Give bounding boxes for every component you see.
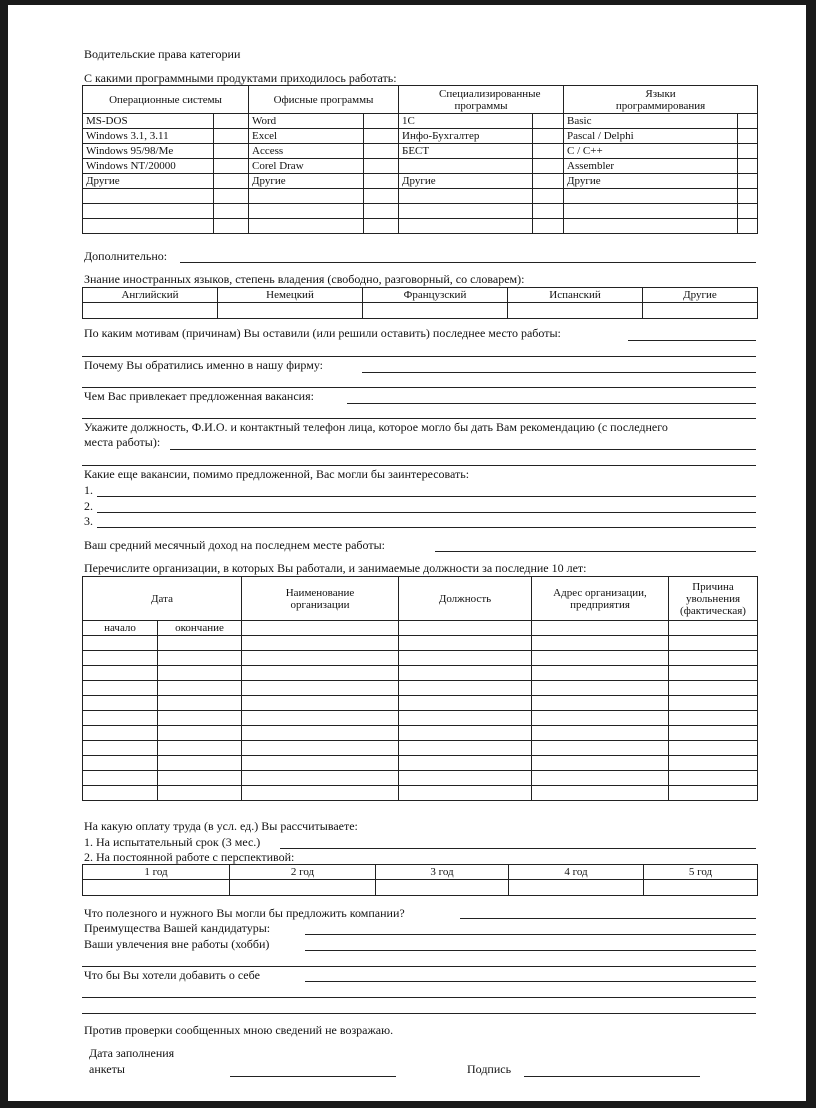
software-mark-cell[interactable] <box>364 114 399 129</box>
hobby-field[interactable] <box>305 950 756 951</box>
work-cell[interactable] <box>532 771 669 786</box>
vacancy-line-2[interactable] <box>82 418 756 419</box>
date-label-1: Дата заполнения <box>89 1046 175 1060</box>
work-cell[interactable] <box>158 726 242 741</box>
software-name-cell: Excel <box>249 129 364 144</box>
work-cell[interactable] <box>532 696 669 711</box>
software-mark-cell[interactable] <box>214 114 249 129</box>
language-header: Испанский <box>508 288 643 303</box>
q-vacancy: Чем Вас привлекает предложенная вакансия: <box>84 389 314 403</box>
software-name-cell <box>83 219 214 234</box>
software-mark-cell[interactable] <box>364 204 399 219</box>
work-cell[interactable] <box>532 666 669 681</box>
software-mark-cell[interactable] <box>364 174 399 189</box>
software-name-cell: C / C++ <box>564 144 738 159</box>
language-header: Английский <box>83 288 218 303</box>
table-row <box>83 756 758 771</box>
work-cell[interactable] <box>669 651 758 666</box>
date-field[interactable] <box>230 1076 396 1077</box>
work-cell[interactable] <box>242 711 399 726</box>
table-row <box>83 741 758 756</box>
work-cell[interactable] <box>83 711 158 726</box>
q-reference-line-1: Укажите должность, Ф.И.О. и контактный телефон лица, которое могло бы дать Вам рекомендацию (с последнего <box>84 420 668 434</box>
software-mark-cell[interactable] <box>533 204 564 219</box>
software-name-cell <box>399 189 533 204</box>
table-row <box>83 666 758 681</box>
work-cell[interactable] <box>83 666 158 681</box>
software-title: С какими программными продуктами приходилось работать: <box>84 71 397 85</box>
languages-title: Знание иностранных языков, степень владения (свободно, разговорный, со словарем): <box>84 272 525 286</box>
work-cell[interactable] <box>83 771 158 786</box>
reference-line-2[interactable] <box>82 465 756 466</box>
work-cell[interactable] <box>399 681 532 696</box>
software-name-cell: Pascal / Delphi <box>564 129 738 144</box>
software-name-cell: Word <box>249 114 364 129</box>
software-name-cell <box>83 204 214 219</box>
q-hobby: Ваши увлечения вне работы (хобби) <box>84 937 270 951</box>
software-mark-cell[interactable] <box>738 159 758 174</box>
work-cell[interactable] <box>532 726 669 741</box>
work-cell[interactable] <box>669 741 758 756</box>
cell[interactable] <box>242 621 399 636</box>
work-cell[interactable] <box>399 726 532 741</box>
software-name-cell <box>249 219 364 234</box>
table-row <box>83 144 758 159</box>
reason-leave-field[interactable] <box>628 340 756 341</box>
software-name-cell: БЕСТ <box>399 144 533 159</box>
income-field[interactable] <box>435 551 756 552</box>
salary-trial-label: 1. На испытательный срок (3 мес.) <box>84 835 261 849</box>
software-name-cell <box>249 189 364 204</box>
table-row <box>83 174 758 189</box>
work-cell[interactable] <box>158 651 242 666</box>
work-cell[interactable] <box>242 651 399 666</box>
software-mark-cell[interactable] <box>533 219 564 234</box>
software-name-cell: Инфо-Бухгалтер <box>399 129 533 144</box>
salary-cell[interactable] <box>644 880 758 896</box>
header-end: окончание <box>158 621 242 636</box>
work-cell[interactable] <box>532 741 669 756</box>
software-name-cell <box>83 189 214 204</box>
work-cell[interactable] <box>242 726 399 741</box>
item-number-1: 1. <box>84 483 93 497</box>
language-level-cell[interactable] <box>508 303 643 319</box>
work-cell[interactable] <box>158 771 242 786</box>
advantages-field[interactable] <box>305 934 756 935</box>
software-mark-cell[interactable] <box>738 189 758 204</box>
work-cell[interactable] <box>158 636 242 651</box>
item-number-3: 3. <box>84 514 93 528</box>
header-reason: Причина увольнения (фактическая) <box>669 577 758 621</box>
additional-label: Дополнительно: <box>84 249 168 263</box>
work-cell[interactable] <box>242 636 399 651</box>
work-cell[interactable] <box>399 696 532 711</box>
work-cell[interactable] <box>158 741 242 756</box>
software-mark-cell[interactable] <box>533 129 564 144</box>
add-field[interactable] <box>305 981 756 982</box>
work-cell[interactable] <box>83 696 158 711</box>
q-other-vacancies: Какие еще вакансии, помимо предложенной, Вас могли бы заинтересовать: <box>84 467 470 481</box>
software-name-cell: Basic <box>564 114 738 129</box>
additional-field[interactable] <box>180 262 756 263</box>
work-cell[interactable] <box>399 711 532 726</box>
table-row <box>83 189 758 204</box>
salary-year-header: 4 год <box>509 865 644 880</box>
software-name-cell: Windows 95/98/Me <box>83 144 214 159</box>
work-cell[interactable] <box>242 666 399 681</box>
offer-field[interactable] <box>460 918 756 919</box>
work-cell[interactable] <box>242 741 399 756</box>
work-cell[interactable] <box>83 756 158 771</box>
cell[interactable] <box>399 621 532 636</box>
language-level-cell[interactable] <box>643 303 758 319</box>
language-level-cell[interactable] <box>363 303 508 319</box>
software-name-cell: Другие <box>83 174 214 189</box>
software-name-cell <box>564 189 738 204</box>
table-row <box>83 159 758 174</box>
language-level-cell[interactable] <box>218 303 363 319</box>
work-cell[interactable] <box>158 696 242 711</box>
header-languages: Языки программирования <box>564 86 758 114</box>
work-cell[interactable] <box>532 711 669 726</box>
software-mark-cell[interactable] <box>214 189 249 204</box>
work-cell[interactable] <box>669 681 758 696</box>
table-row <box>83 636 758 651</box>
work-cell[interactable] <box>669 726 758 741</box>
work-cell[interactable] <box>532 651 669 666</box>
header-address: Адрес организации, предприятия <box>532 577 669 621</box>
salary-table <box>82 864 758 896</box>
signature-label: Подпись <box>467 1062 512 1076</box>
software-mark-cell[interactable] <box>533 114 564 129</box>
work-cell[interactable] <box>83 726 158 741</box>
software-name-cell <box>564 219 738 234</box>
work-cell[interactable] <box>242 681 399 696</box>
work-history-table <box>82 576 758 801</box>
language-header: Другие <box>643 288 758 303</box>
software-name-cell: Windows 3.1, 3.11 <box>83 129 214 144</box>
work-cell[interactable] <box>532 756 669 771</box>
header-office: Офисные программы <box>249 86 399 114</box>
header-specialized: Специализированные программы <box>399 86 564 114</box>
software-name-cell <box>399 204 533 219</box>
table-row <box>83 771 758 786</box>
salary-year-header: 2 год <box>230 865 376 880</box>
cell[interactable] <box>532 621 669 636</box>
work-cell[interactable] <box>669 711 758 726</box>
software-name-cell: Assembler <box>564 159 738 174</box>
vacancy-field[interactable] <box>347 403 756 404</box>
work-cell[interactable] <box>399 771 532 786</box>
work-cell[interactable] <box>669 786 758 801</box>
q-income: Ваш средний месячный доход на последнем месте работы: <box>84 538 385 552</box>
software-mark-cell[interactable] <box>364 129 399 144</box>
table-row <box>83 219 758 234</box>
salary-year-header: 1 год <box>83 865 230 880</box>
work-cell[interactable] <box>83 786 158 801</box>
why-us-line-2[interactable] <box>82 387 756 388</box>
work-cell[interactable] <box>532 681 669 696</box>
language-header: Немецкий <box>218 288 363 303</box>
work-cell[interactable] <box>532 786 669 801</box>
software-mark-cell[interactable] <box>214 174 249 189</box>
software-mark-cell[interactable] <box>533 144 564 159</box>
q-reason-leave: По каким мотивам (причинам) Вы оставили (или решили оставить) последнее место работы: <box>84 326 561 340</box>
vacancy-field-3[interactable] <box>97 527 756 528</box>
work-cell[interactable] <box>399 741 532 756</box>
why-us-field[interactable] <box>362 372 756 373</box>
software-name-cell: 1С <box>399 114 533 129</box>
software-name-cell: Access <box>249 144 364 159</box>
work-cell[interactable] <box>399 666 532 681</box>
date-label-2: анкеты <box>89 1062 125 1076</box>
work-cell[interactable] <box>669 666 758 681</box>
software-mark-cell[interactable] <box>738 114 758 129</box>
salary-cell[interactable] <box>376 880 509 896</box>
software-mark-cell[interactable] <box>364 159 399 174</box>
work-cell[interactable] <box>158 666 242 681</box>
software-mark-cell[interactable] <box>364 219 399 234</box>
header-os: Операционные системы <box>83 86 249 114</box>
software-name-cell: Corel Draw <box>249 159 364 174</box>
reference-field[interactable] <box>170 449 756 450</box>
header-position: Должность <box>399 577 532 621</box>
reason-leave-line-2[interactable] <box>82 356 756 357</box>
software-mark-cell[interactable] <box>533 189 564 204</box>
work-cell[interactable] <box>158 786 242 801</box>
table-row <box>83 786 758 801</box>
salary-year-header: 3 год <box>376 865 509 880</box>
language-level-cell[interactable] <box>83 303 218 319</box>
hobby-line-2[interactable] <box>82 966 756 967</box>
table-row <box>83 114 758 129</box>
software-mark-cell[interactable] <box>738 219 758 234</box>
add-line-3[interactable] <box>82 1013 756 1014</box>
software-mark-cell[interactable] <box>364 189 399 204</box>
software-name-cell: Другие <box>399 174 533 189</box>
work-cell[interactable] <box>669 771 758 786</box>
work-cell[interactable] <box>242 696 399 711</box>
software-name-cell: Windows NT/20000 <box>83 159 214 174</box>
salary-cell[interactable] <box>509 880 644 896</box>
q-advantages: Преимущества Вашей кандидатуры: <box>84 921 271 935</box>
table-row <box>83 129 758 144</box>
salary-cell[interactable] <box>83 880 230 896</box>
salary-cell[interactable] <box>230 880 376 896</box>
work-cell[interactable] <box>399 756 532 771</box>
software-mark-cell[interactable] <box>214 159 249 174</box>
work-cell[interactable] <box>242 786 399 801</box>
work-cell[interactable] <box>83 681 158 696</box>
consent-text: Против проверки сообщенных мною сведений не возражаю. <box>84 1023 394 1037</box>
work-cell[interactable] <box>83 741 158 756</box>
vacancy-field-1[interactable] <box>97 496 756 497</box>
software-mark-cell[interactable] <box>214 129 249 144</box>
header-org: Наименование организации <box>242 577 399 621</box>
work-cell[interactable] <box>399 651 532 666</box>
q-add: Что бы Вы хотели добавить о себе <box>84 968 260 982</box>
software-mark-cell[interactable] <box>738 129 758 144</box>
vacancy-field-2[interactable] <box>97 512 756 513</box>
work-cell[interactable] <box>669 696 758 711</box>
table-row <box>83 696 758 711</box>
add-line-2[interactable] <box>82 997 756 998</box>
software-mark-cell[interactable] <box>364 144 399 159</box>
salary-permanent-label: 2. На постоянной работе с перспективой: <box>84 850 295 864</box>
work-cell[interactable] <box>399 786 532 801</box>
work-cell[interactable] <box>669 756 758 771</box>
software-name-cell: MS-DOS <box>83 114 214 129</box>
item-number-2: 2. <box>84 499 93 513</box>
software-table <box>82 85 758 234</box>
table-row <box>83 651 758 666</box>
table-row <box>83 726 758 741</box>
work-cell[interactable] <box>669 636 758 651</box>
language-header: Французский <box>363 288 508 303</box>
software-mark-cell[interactable] <box>214 144 249 159</box>
table-row <box>83 681 758 696</box>
work-cell[interactable] <box>158 711 242 726</box>
q-why-us: Почему Вы обратились именно в нашу фирму: <box>84 358 323 372</box>
table-row <box>83 711 758 726</box>
signature-field[interactable] <box>524 1076 700 1077</box>
work-cell[interactable] <box>158 681 242 696</box>
work-cell[interactable] <box>242 771 399 786</box>
work-cell[interactable] <box>399 636 532 651</box>
q-offer: Что полезного и нужного Вы могли бы предложить компании? <box>84 906 405 920</box>
software-name-cell <box>564 204 738 219</box>
license-label: Водительские права категории <box>84 47 241 61</box>
header-start: начало <box>83 621 158 636</box>
work-cell[interactable] <box>83 651 158 666</box>
salary-trial-field[interactable] <box>280 848 756 849</box>
work-cell[interactable] <box>158 756 242 771</box>
software-name-cell: Другие <box>564 174 738 189</box>
software-name-cell <box>399 219 533 234</box>
software-mark-cell[interactable] <box>738 174 758 189</box>
work-cell[interactable] <box>532 636 669 651</box>
q-reference-line-2: места работы): <box>84 435 161 449</box>
software-mark-cell[interactable] <box>533 159 564 174</box>
software-name-cell: Другие <box>249 174 364 189</box>
software-mark-cell[interactable] <box>738 144 758 159</box>
header-date: Дата <box>83 577 242 621</box>
table-row <box>83 204 758 219</box>
work-cell[interactable] <box>83 636 158 651</box>
salary-title: На какую оплату труда (в усл. ед.) Вы рассчитываете: <box>84 819 358 833</box>
cell[interactable] <box>669 621 758 636</box>
software-mark-cell[interactable] <box>214 204 249 219</box>
software-mark-cell[interactable] <box>738 204 758 219</box>
languages-table <box>82 287 758 319</box>
work-cell[interactable] <box>242 756 399 771</box>
work-title: Перечислите организации, в которых Вы работали, и занимаемые должности за последние 10 лет: <box>84 561 587 575</box>
salary-year-header: 5 год <box>644 865 758 880</box>
software-mark-cell[interactable] <box>533 174 564 189</box>
software-name-cell <box>249 204 364 219</box>
software-mark-cell[interactable] <box>214 219 249 234</box>
software-name-cell <box>399 159 533 174</box>
